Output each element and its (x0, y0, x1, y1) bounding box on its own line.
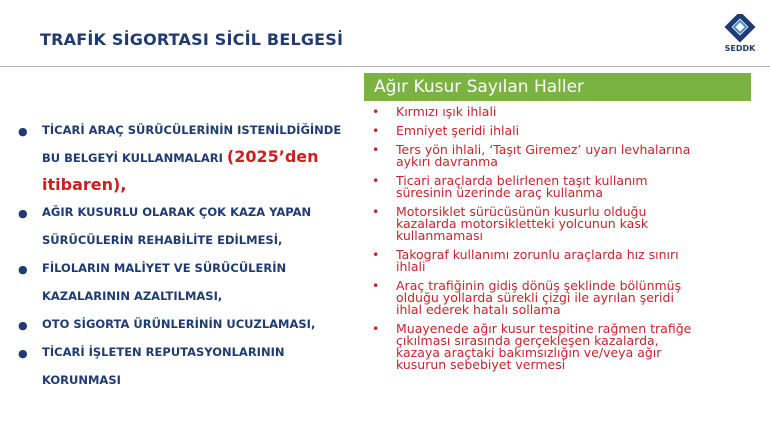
bullet-icon: • (372, 204, 380, 219)
list-item: • Araç trafiğinin gidiş dönüş şeklinde bölünmüş olduğu yollarda sürekli çizgi ile ayrılan şeridi ihlal ederek hatalı sollama (372, 278, 682, 317)
bullet-icon: • (372, 123, 380, 138)
logo-mark-icon (718, 14, 762, 44)
bullet-icon: ● (18, 207, 28, 220)
bullet-icon: ● (18, 125, 28, 138)
bullet-icon: • (372, 104, 380, 119)
bullet-icon: • (372, 321, 380, 336)
bullet-icon: • (372, 278, 380, 293)
bullet-icon: • (372, 247, 380, 262)
list-item: • Emniyet şeridi ihlali (372, 123, 520, 138)
list-item: • Ticari araçlarda belirlenen taşıt kullanım süresinin üzerinde araç kullanma (372, 173, 648, 200)
list-item: ● TİCARİ ARAÇ SÜRÜCÜLERİNİN ISTENİLDİĞİNDE BU BELGEYİ KULLANMALARI (2025’den itibaren), (18, 123, 342, 194)
seddk-logo (718, 14, 762, 58)
list-item: • Takograf kullanımı zorunlu araçlarda hız sınırı ihlali (372, 247, 679, 274)
bullet-icon: • (372, 142, 380, 157)
bullet-icon: ● (18, 263, 28, 276)
bullet-icon: ● (18, 347, 28, 360)
bullet-icon: ● (18, 319, 28, 332)
list-item: ● OTO SİGORTA ÜRÜNLERİNİN UCUZLAMASI, (18, 317, 316, 332)
list-item: • Motorsiklet sürücüsünün kusurlu olduğu kazalarda motorsikletteki yolcunun kask kullanmaması (372, 204, 649, 243)
list-item: • Ters yön ihlali, ‘Taşıt Giremez’ uyarı levhalarına aykırı davranma (372, 142, 691, 169)
logo-text: SEDDK (724, 44, 756, 53)
panel-header-title: Ağır Kusur Sayılan Haller (374, 77, 585, 97)
panel-header (364, 73, 751, 101)
violations-list (368, 106, 758, 371)
page-title: TRAFİK SİGORTASI SİCİL BELGESİ (40, 30, 344, 49)
list-item: ● FİLOLARIN MALİYET VE SÜRÜCÜLERİN KAZALARININ AZALTILMASI, (18, 261, 287, 303)
benefits-list (18, 122, 356, 388)
list-item: ● TİCARİ İŞLETEN REPUTASYONLARININ KORUNMASI (18, 345, 285, 387)
header-divider (0, 66, 770, 67)
list-item: • Kırmızı ışık ihlali (372, 104, 497, 119)
list-item: • Muayenede ağır kusur tespitine rağmen trafiğe çıkılması sırasında gerçekleşen kazalarda, kazaya araçtaki bakımsızlığın ve/veya ağır kusurun sebebiyet vermesi (372, 321, 692, 372)
bullet-icon: • (372, 173, 380, 188)
list-item: ● AĞIR KUSURLU OLARAK ÇOK KAZA YAPAN SÜRÜCÜLERİN REHABİLİTE EDİLMESİ, (18, 205, 312, 247)
